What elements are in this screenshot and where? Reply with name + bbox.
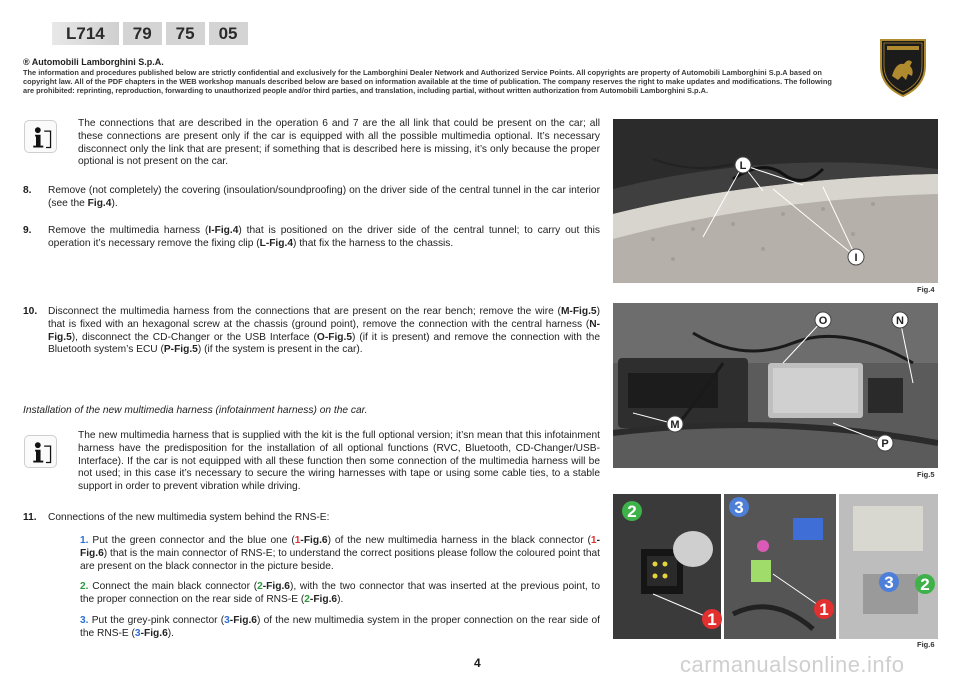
figure-ref: 1-Fig.6 [294,535,328,546]
model-code: L714 [52,22,119,45]
figure-4-caption: Fig.4 [917,285,935,294]
figure-ref: 1-Fig.6 [80,535,600,559]
figure-ref: 2-Fig.6 [304,593,338,605]
figure-ref: L-Fig.4 [259,237,293,249]
substep-text: ), with the two connector that was inserted at the previous point, to the proper connection on the rear side of RNS-E ( [80,581,600,605]
step-number: 10. [23,306,38,317]
fig4-label-l: L [739,160,747,172]
substep-1 [80,535,600,573]
optional-connections-note: The connections that are described in the operation 6 and 7 are the all link that could be present on the car; all these connections are present only if the car is equipped with all the possible multimedia optional. It’s necessary disconnect only the link that are present; if something that is described here is missing, it’s only because the proper optional is not present on the car. [78,118,600,168]
figure-6-caption: Fig.6 [917,640,935,649]
step-text: ) that fix the harness to the chassis. [292,237,454,249]
substep-text: ) that is the main connector of RNS-E; to understand the correct positions please follow the coloured point that are present on the black connector in the picture beside. [80,547,600,572]
substep-number: 2. [80,581,89,592]
figure-ref: M-Fig.5 [560,306,597,317]
copyright-notice [23,57,843,96]
substep-text: Put the grey-pink connector ( [91,615,225,626]
fig6-label-2a: 2 [627,502,637,521]
figure-5-photo [613,303,938,468]
watermark: carmanualsonline.info [680,652,905,677]
step-text: ) (if it is present) and remove the connection with the Bluetooth system’s ECU ( [48,331,600,356]
fig6-label-1a: 1 [707,610,717,629]
figure-ref: O-Fig.5 [316,331,353,343]
fig6-label-1b: 1 [819,600,829,619]
company-name: ® Automobili Lamborghini S.p.A. [23,57,164,67]
figure-ref: N-Fig.5 [48,318,600,343]
substep-text: ). [167,627,174,639]
document-code-bar [52,22,248,45]
figure-ref: 3-Fig.6 [134,627,168,639]
step-number: 8. [23,185,32,196]
figure-ref: 3-Fig.6 [224,615,257,626]
legal-text: The information and procedures published below are strictly confidential and exclusively for the Lamborghini Dealer Network and Authorized Service Points. All copyrights are property of Automobili Lamborghini S.p.A based on copyright law. All of the PDF chapters in the WEB workshop manuals described below are based on information available at the time of publication. The company reserves the right to make updates and modifications. The following are prohibited: reprinting, reproduction, forwarding to unauthorized people and/or third parties, and translation, including partial, without written authorization from Automobili Lamborghini S.p.A. [23,68,832,96]
step-text: ). [111,197,118,209]
figure-ref: I-Fig.4 [208,225,239,236]
step-text: Remove the multimedia harness ( [48,225,209,236]
step-11: Connections of the new multimedia system behind the RNS-E: [48,512,330,523]
figure-6-photo [613,494,938,639]
substep-text: ) of the new multimedia system in the proper connection on the rear side of the RNS-E ( [80,615,600,639]
fig4-label-i: I [854,252,858,264]
fig5-label-p: P [881,438,889,450]
step-8 [48,185,600,211]
full-optional-harness-note: The new multimedia harness that is supplied with the kit is the full optional version; it’sn mean that this infotainment harness have the predisposition for the installation of all optional functions (RVC, Bluetooth, CD-Changer/USB-Interface). If the car is not equipped with all these function then some connection of the multimedia harness will be not used; in this case it’s necessary to secure the wiring harnesses with tape or using some cable ties, to a stable support in order to prevent vibration while driving. [78,430,600,493]
page-number: 4 [474,656,481,670]
step-text: Disconnect the multimedia harness from the connections that are present on the rear bench; remove the wire ( [48,306,561,317]
section-title: Installation of the new multimedia harness (infotainment harness) on the car. [23,405,368,416]
figure-5-caption: Fig.5 [917,470,935,479]
step-number: 11. [23,512,37,523]
fig5-label-m: M [670,419,680,431]
substep-3 [80,615,600,641]
step-number: 9. [23,225,32,236]
substep-number: 1. [80,535,89,546]
figure-4-photo [613,119,938,283]
lamborghini-logo-icon [878,36,928,98]
substep-2 [80,581,600,607]
step-10 [48,306,600,357]
substep-text: ) of the new multimedia harness in the black connector ( [327,535,591,546]
step-text: ), disconnect the CD-Changer or the USB Interface ( [71,331,317,343]
fig5-label-o: O [818,315,828,327]
step-text: ) that is positioned on the driver side of the central tunnel; to carry out this operation it’s necessary remove the fixing clip ( [48,225,600,249]
group-code: 79 [123,22,162,45]
fig6-label-3a: 3 [734,498,744,517]
fig6-label-2b: 2 [920,575,930,594]
subgroup-code: 75 [166,22,205,45]
fig6-label-3b: 3 [884,573,894,592]
substep-text: Put the green connector and the blue one ( [92,535,295,546]
step-text: ) that is fixed with an hexagonal screw at the chassis (ground point), remove the connection with the central harness ( [48,306,600,330]
substep-text: ). [337,593,344,605]
substep-text: Connect the main black connector ( [92,581,258,592]
section-code: 05 [209,22,248,45]
tunnel-insulation-illustration [613,119,938,283]
rns-e-connectors-illustration [613,494,938,639]
step-text: ) (if the system is present in the car). [197,344,363,356]
info-icon [24,120,57,153]
step-text: Remove (not completely) the covering (insoulation/soundproofing) on the driver side of the central tunnel in the car interior (see the [48,185,600,209]
fig5-label-n: N [896,315,904,327]
rear-bench-connections-illustration [613,303,938,468]
figure-ref: Fig.4 [87,197,112,209]
figure-ref: P-Fig.5 [163,344,198,356]
figure-ref: 2-Fig.6 [257,581,290,592]
substep-number: 3. [80,615,89,626]
step-9 [48,225,600,251]
info-icon [24,435,57,468]
